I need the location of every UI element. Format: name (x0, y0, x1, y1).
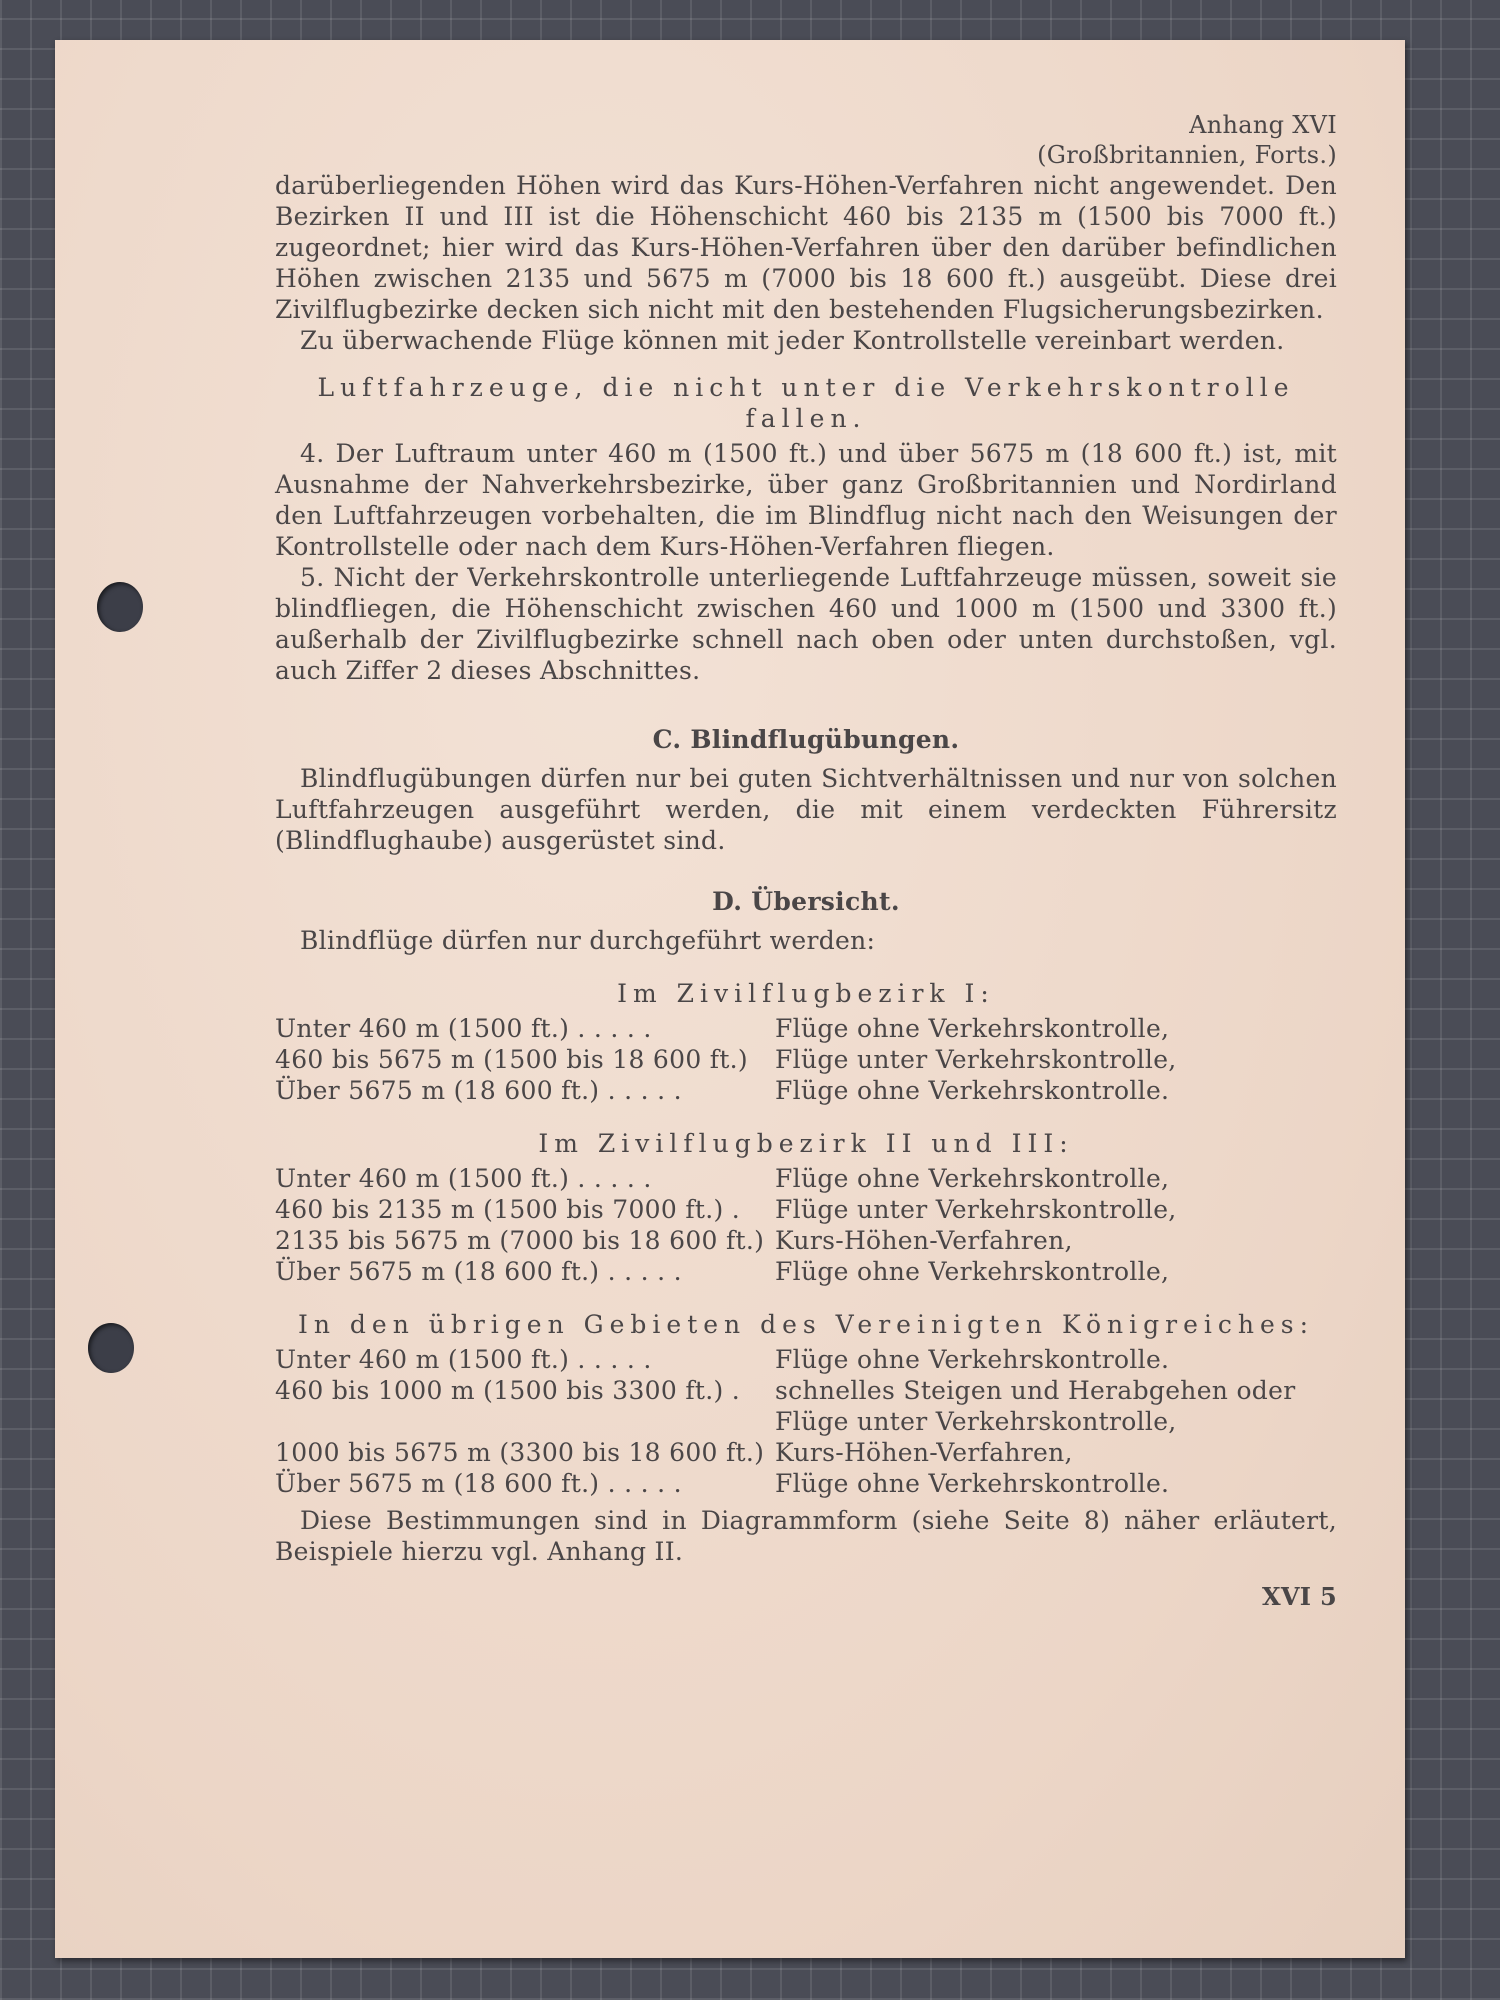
flight-rule: Flüge ohne Verkehrskontrolle, (775, 1014, 1170, 1043)
section-d-intro: Blindflüge dürfen nur durchgeführt werden: (300, 926, 876, 955)
altitude-range: Über 5675 m (18 600 ft.) . . . . . (275, 1076, 682, 1105)
table-row (275, 1468, 1337, 1499)
flight-rule: Kurs-Höhen-Verfahren, (775, 1226, 1073, 1255)
flight-rule: Flüge ohne Verkehrskontrolle. (775, 1469, 1170, 1498)
punch-hole-upper (97, 582, 143, 632)
intro-paragraph: darüberliegenden Höhen wird das Kurs-Höhen-Verfahren nicht angewendet. Den Bezirken II und III ist die Höhenschicht 460 bis 2135 m (1500 bis 7000 ft.) zugeordnet; hier wird das Kurs-Höhen-Verfahren über den darüber befindlichen Höhen zwischen 2135 und 5675 m (7000 bis 18 600 ft.) ausgeübt. Diese drei Zivilflugbezirke decken sich nicht mit den bestehenden Flugsicherungsbezirken. (275, 171, 1337, 324)
closing-paragraph: Diese Bestimmungen sind in Diagrammform (siehe Seite 8) näher erläutert, Beispiele hierzu vgl. Anhang II. (275, 1506, 1337, 1566)
altitude-range: 1000 bis 5675 m (3300 bis 18 600 ft.) (275, 1438, 765, 1467)
altitude-range: 460 bis 2135 m (1500 bis 7000 ft.) . (275, 1195, 741, 1224)
altitude-range: 460 bis 5675 m (1500 bis 18 600 ft.) (275, 1045, 748, 1074)
section-c-text: Blindflugübungen dürfen nur bei guten Sichtverhältnissen und nur von solchen Luftfahrzeugen ausgeführt werden, die mit einem verdeckten Führersitz (Blindflughaube) ausgerüstet sind. (275, 764, 1337, 855)
table-row (275, 1437, 1337, 1468)
table-row (275, 1163, 1337, 1194)
altitude-range: Unter 460 m (1500 ft.) . . . . . (275, 1014, 652, 1043)
subheading-uncontrolled: Luftfahrzeuge, die nicht unter die Verkehrskontrolle fallen. (317, 373, 1295, 433)
table-row (275, 1044, 1337, 1075)
table-row (275, 1075, 1337, 1106)
flight-rule: Flüge ohne Verkehrskontrolle, (775, 1164, 1170, 1193)
flight-rule: Flüge unter Verkehrskontrolle, (775, 1195, 1177, 1224)
flight-rule: Flüge ohne Verkehrskontrolle. (775, 1345, 1170, 1374)
group-2-heading: Im Zivilflugbezirk II und III: (538, 1129, 1074, 1158)
flight-rule: Kurs-Höhen-Verfahren, (775, 1438, 1073, 1467)
header-country: (Großbritannien, Forts.) (1037, 141, 1337, 169)
monitor-paragraph: Zu überwachende Flüge können mit jeder Kontrollstelle vereinbart werden. (300, 326, 1285, 355)
page-text (275, 110, 1337, 1612)
table-row (275, 1344, 1337, 1375)
page-number: XVI 5 (1261, 1582, 1337, 1611)
group-3-heading: In den übrigen Gebieten des Vereinigten Königreiches: (297, 1310, 1315, 1339)
flight-rule: Flüge ohne Verkehrskontrolle, (775, 1257, 1170, 1286)
flight-rule: Flüge ohne Verkehrskontrolle. (775, 1076, 1170, 1105)
altitude-range: Unter 460 m (1500 ft.) . . . . . (275, 1164, 652, 1193)
section-c-title: C. Blindflugübungen. (652, 725, 960, 754)
punch-hole-lower (88, 1323, 134, 1373)
altitude-range: Unter 460 m (1500 ft.) . . . . . (275, 1345, 652, 1374)
group-1-heading: Im Zivilflugbezirk I: (617, 979, 995, 1008)
table-row (275, 1256, 1337, 1287)
document-page (55, 40, 1405, 1958)
table-row (275, 1194, 1337, 1225)
header-annex: Anhang XVI (1189, 111, 1337, 139)
altitude-range: 460 bis 1000 m (1500 bis 3300 ft.) . (275, 1376, 741, 1405)
paragraph-5: 5. Nicht der Verkehrskontrolle unterliegende Luftfahrzeuge müssen, soweit sie blindfliegen, die Höhenschicht zwischen 460 und 1000 m (1500 und 3300 ft.) außerhalb der Zivilflugbezirke schnell nach oben oder unten durchstoßen, vgl. auch Ziffer 2 dieses Abschnittes. (275, 563, 1337, 685)
page-header (275, 110, 1337, 170)
altitude-range: Über 5675 m (18 600 ft.) . . . . . (275, 1257, 682, 1286)
altitude-range: Über 5675 m (18 600 ft.) . . . . . (275, 1469, 682, 1498)
paragraph-4: 4. Der Luftraum unter 460 m (1500 ft.) und über 5675 m (18 600 ft.) ist, mit Ausnahme der Nahverkehrsbezirke, über ganz Großbritannien und Nordirland den Luftfahrzeugen vorbehalten, die im Blindflug nicht nach den Weisungen der Kontrollstelle oder nach dem Kurs-Höhen-Verfahren fliegen. (275, 439, 1337, 561)
altitude-range: 2135 bis 5675 m (7000 bis 18 600 ft.) (275, 1226, 765, 1255)
flight-rule: schnelles Steigen und Herabgehen oder Flüge unter Verkehrskontrolle, (775, 1376, 1296, 1436)
section-d-title: D. Übersicht. (712, 887, 900, 916)
table-row (275, 1375, 1337, 1437)
table-row (275, 1013, 1337, 1044)
table-row (275, 1225, 1337, 1256)
flight-rule: Flüge unter Verkehrskontrolle, (775, 1045, 1177, 1074)
